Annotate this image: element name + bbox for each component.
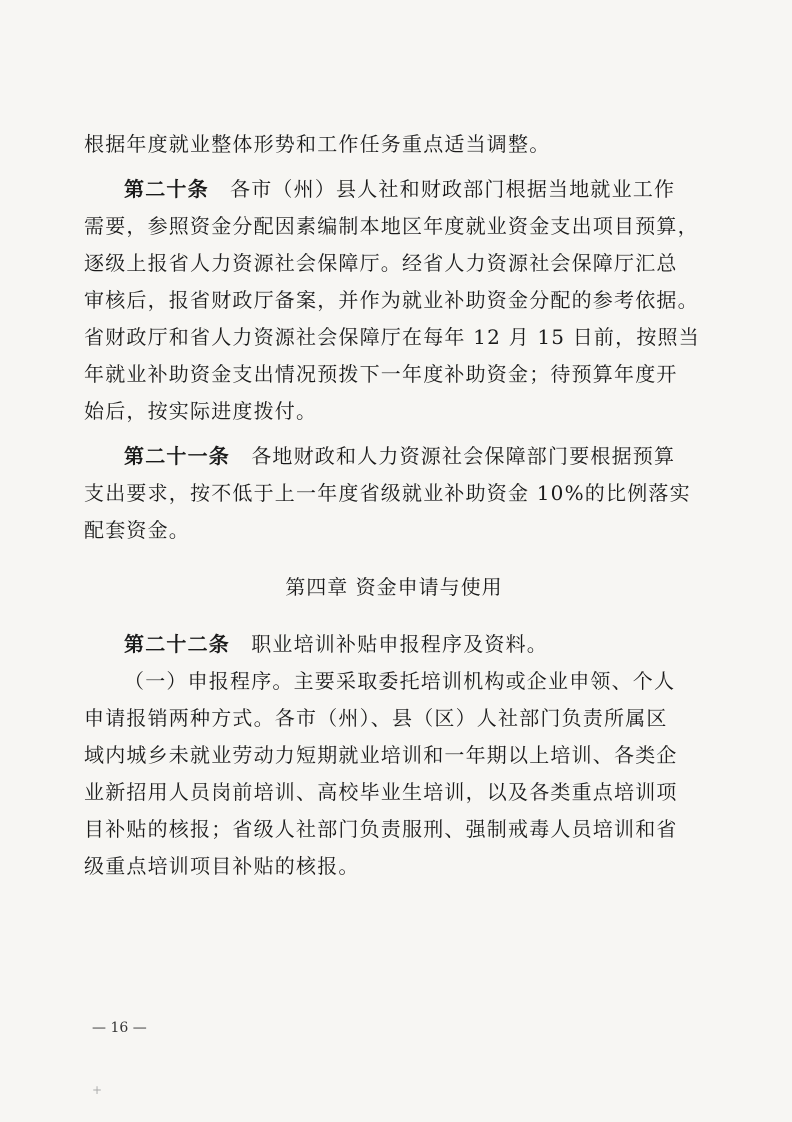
page-number: — 16 — bbox=[92, 1020, 147, 1036]
paragraph-line: 申请报销两种方式。各市（州）、县（区）人社部门负责所属区 bbox=[84, 706, 668, 730]
paragraph-line: 业新招用人员岗前培训、高校毕业生培训，以及各类重点培训项 bbox=[84, 780, 678, 804]
document-body bbox=[84, 126, 704, 885]
paragraph-line: 需要，参照资金分配因素编制本地区年度就业资金支出项目预算， bbox=[84, 214, 699, 238]
corner-mark: + bbox=[92, 1083, 103, 1097]
article-22-first-line bbox=[84, 626, 704, 663]
paragraph-line: 始后，按实际进度拨付。 bbox=[84, 399, 318, 423]
paragraph-line: 域内城乡未就业劳动力短期就业培训和一年期以上培训、各类企 bbox=[84, 743, 678, 767]
paragraph-line: 配套资金。 bbox=[84, 518, 190, 542]
paragraph-line: 各地财政和人力资源社会保障部门要根据预算 bbox=[251, 444, 676, 468]
chapter-heading: 第四章 资金申请与使用 bbox=[285, 575, 503, 599]
paragraph-line: 逐级上报省人力资源社会保障厅。经省人力资源社会保障厅汇总 bbox=[84, 251, 678, 275]
article-20-label: 第二十条 bbox=[124, 177, 209, 201]
paragraph-line: 目补贴的核报；省级人社部门负责服刑、强制戒毒人员培训和省 bbox=[84, 817, 678, 841]
article-21-label: 第二十一条 bbox=[124, 444, 230, 468]
article-22-label: 第二十二条 bbox=[124, 632, 230, 656]
paragraph-line: 年就业补助资金支出情况预拨下一年度补助资金；待预算年度开 bbox=[84, 362, 678, 386]
article-21-first-line bbox=[84, 438, 704, 475]
paragraph-line: 各市（州）县人社和财政部门根据当地就业工作 bbox=[230, 177, 676, 201]
paragraph-line: 职业培训补贴申报程序及资料。 bbox=[251, 632, 549, 656]
paragraph-line: 省财政厅和省人力资源社会保障厅在每年 12 月 15 日前，按照当 bbox=[84, 325, 700, 349]
article-20-first-line bbox=[84, 171, 704, 208]
paragraph-line: 根据年度就业整体形势和工作任务重点适当调整。 bbox=[84, 132, 551, 156]
paragraph-line: （一）申报程序。主要采取委托培训机构或企业申领、个人 bbox=[124, 669, 676, 693]
paragraph-line: 级重点培训项目补贴的核报。 bbox=[84, 854, 360, 878]
paragraph-line: 支出要求，按不低于上一年度省级就业补助资金 10%的比例落实 bbox=[84, 481, 691, 505]
paragraph-line: 审核后，报省财政厅备案，并作为就业补助资金分配的参考依据。 bbox=[84, 288, 699, 312]
